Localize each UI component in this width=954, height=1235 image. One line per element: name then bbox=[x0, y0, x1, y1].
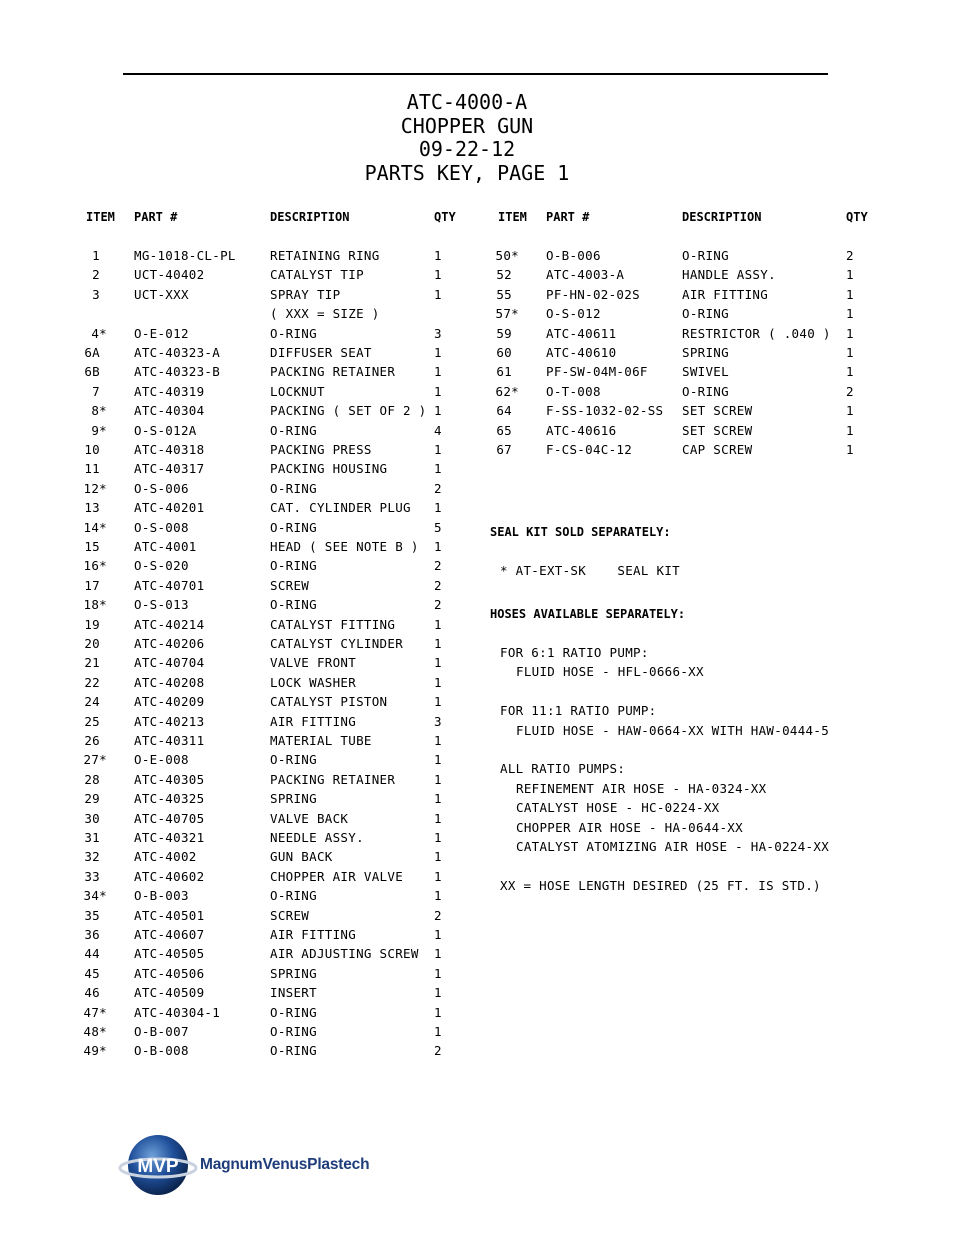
right-header-qty: QTY bbox=[846, 210, 868, 224]
left-row-part: O-S-006 bbox=[134, 480, 189, 496]
left-row-description: O-RING bbox=[270, 422, 317, 438]
left-row-part: O-B-008 bbox=[134, 1043, 189, 1059]
left-row-qty: 1 bbox=[434, 1004, 442, 1020]
left-row-qty: 1 bbox=[434, 364, 442, 380]
left-row-description: SPRING bbox=[270, 965, 317, 981]
right-row-description: CAP SCREW bbox=[682, 442, 753, 457]
left-row-description: SPRING bbox=[270, 791, 317, 807]
left-row-qty: 1 bbox=[434, 616, 442, 632]
title-page: PARTS KEY, PAGE 1 bbox=[364, 160, 570, 185]
document-title bbox=[0, 91, 934, 185]
seal-kit-heading: SEAL KIT SOLD SEPARATELY: bbox=[490, 525, 671, 539]
left-row-qty: 1 bbox=[434, 674, 442, 690]
left-row-item: 28 bbox=[84, 771, 100, 787]
left-row-description: O-RING bbox=[270, 480, 317, 496]
left-row-qty: 1 bbox=[434, 286, 442, 302]
right-row-description: AIR FITTING bbox=[682, 286, 769, 302]
left-row-qty: 1 bbox=[434, 849, 442, 865]
left-row-part: ATC-40317 bbox=[134, 461, 205, 477]
left-row-part: ATC-40214 bbox=[134, 616, 205, 632]
left-row-description: DIFFUSER SEAT bbox=[270, 345, 372, 360]
left-row-description: SCREW bbox=[270, 907, 310, 923]
left-row-description: O-RING bbox=[270, 519, 317, 535]
left-row-part: MG-1018-CL-PL bbox=[134, 248, 236, 263]
left-row-part: ATC-40607 bbox=[134, 927, 205, 942]
left-row-part: ATC-40701 bbox=[134, 577, 205, 593]
left-row-description: CAT. CYLINDER PLUG bbox=[270, 500, 411, 516]
left-row-description: SPRAY TIP bbox=[270, 286, 341, 302]
left-row-part: O-S-020 bbox=[134, 558, 189, 574]
right-row-qty: 1 bbox=[846, 325, 854, 341]
left-row-part: ATC-40506 bbox=[134, 965, 205, 981]
hoses-heading: HOSES AVAILABLE SEPARATELY: bbox=[490, 607, 686, 621]
right-row-item: 65 bbox=[496, 422, 512, 438]
left-row-part: ATC-40602 bbox=[134, 868, 205, 884]
left-row-qty: 1 bbox=[434, 403, 442, 419]
left-row-item: 22 bbox=[84, 674, 100, 690]
right-row-description: SPRING bbox=[682, 345, 729, 360]
right-row-item: 61 bbox=[496, 364, 512, 380]
left-row-item: 18* bbox=[83, 597, 107, 613]
right-row-description: O-RING bbox=[682, 248, 729, 263]
left-row-part: O-S-008 bbox=[134, 519, 189, 535]
left-row-qty: 1 bbox=[434, 539, 442, 554]
left-row-description: PACKING HOUSING bbox=[270, 461, 388, 477]
title-product: CHOPPER GUN bbox=[400, 113, 534, 138]
left-row-part: ATC-4002 bbox=[134, 849, 197, 865]
logo-company-name: MagnumVenusPlastech bbox=[200, 1156, 370, 1173]
left-row-item: 46 bbox=[84, 985, 100, 1001]
left-row-item: 6B bbox=[84, 364, 100, 380]
left-row-part: ATC-40505 bbox=[134, 946, 205, 962]
right-row-part: O-S-012 bbox=[546, 306, 601, 322]
left-row-item: 4* bbox=[91, 325, 107, 341]
right-row-description: SWIVEL bbox=[682, 364, 729, 380]
hose-line: CATALYST HOSE - HC-0224-XX bbox=[516, 800, 720, 816]
right-row-qty: 1 bbox=[846, 403, 854, 419]
left-row-part: ATC-40209 bbox=[134, 694, 205, 710]
right-row-description: RESTRICTOR ( .040 ) bbox=[682, 325, 831, 341]
left-row-description: O-RING bbox=[270, 1004, 317, 1020]
left-row-qty: 1 bbox=[434, 655, 442, 671]
left-row-description: O-RING bbox=[270, 558, 317, 574]
hose-line: FOR 6:1 RATIO PUMP: bbox=[500, 645, 649, 660]
left-row-part: ATC-40325 bbox=[134, 791, 205, 807]
left-row-qty: 1 bbox=[434, 636, 442, 651]
right-row-description: O-RING bbox=[682, 383, 729, 399]
right-row-part: PF-HN-02-02S bbox=[546, 286, 640, 302]
left-row-item: 30 bbox=[84, 810, 100, 826]
hose-line: REFINEMENT AIR HOSE - HA-0324-XX bbox=[516, 780, 767, 796]
left-row-qty: 1 bbox=[434, 888, 442, 904]
left-row-part: ATC-40304 bbox=[134, 403, 205, 419]
right-row-part: ATC-40611 bbox=[546, 325, 617, 341]
left-row-qty: 4 bbox=[434, 422, 442, 438]
left-header-description: DESCRIPTION bbox=[270, 210, 350, 224]
left-row-qty: 1 bbox=[434, 985, 442, 1001]
left-row-item: 26 bbox=[84, 733, 100, 748]
left-row-qty: 2 bbox=[434, 480, 442, 496]
left-row-description: VALVE BACK bbox=[270, 810, 349, 826]
left-row-qty: 1 bbox=[434, 752, 442, 768]
left-row-item: 7 bbox=[92, 383, 100, 399]
left-row-qty: 1 bbox=[434, 461, 442, 477]
left-row-part: ATC-40321 bbox=[134, 830, 205, 845]
right-row-qty: 1 bbox=[846, 364, 854, 380]
left-row-description: LOCKNUT bbox=[270, 383, 325, 399]
right-row-item: 67 bbox=[496, 442, 512, 457]
hose-line: FLUID HOSE - HAW-0664-XX WITH HAW-0444-5 bbox=[516, 722, 830, 738]
left-row-part: ATC-40704 bbox=[134, 655, 205, 671]
right-row-qty: 1 bbox=[846, 286, 854, 302]
left-row-description: ( XXX = SIZE ) bbox=[270, 306, 380, 322]
right-row-item: 57* bbox=[495, 306, 519, 322]
left-row-item: 14* bbox=[83, 519, 107, 535]
left-row-item: 47* bbox=[83, 1004, 107, 1020]
left-row-part: ATC-4001 bbox=[134, 539, 197, 554]
right-row-item: 64 bbox=[496, 403, 512, 419]
left-row-description: MATERIAL TUBE bbox=[270, 733, 372, 748]
left-row-description: CATALYST PISTON bbox=[270, 694, 388, 710]
right-row-qty: 2 bbox=[846, 383, 854, 399]
left-row-qty: 2 bbox=[434, 577, 442, 593]
right-row-description: SET SCREW bbox=[682, 422, 753, 438]
left-row-item: 44 bbox=[84, 946, 100, 962]
left-header-part: PART # bbox=[134, 210, 178, 224]
title-date: 09-22-12 bbox=[418, 137, 516, 161]
left-row-description: O-RING bbox=[270, 1043, 317, 1059]
left-row-item: 35 bbox=[84, 907, 100, 923]
left-row-description: CATALYST CYLINDER bbox=[270, 636, 404, 651]
right-row-qty: 1 bbox=[846, 345, 854, 360]
right-header-description: DESCRIPTION bbox=[682, 210, 762, 224]
left-row-qty: 3 bbox=[434, 325, 442, 341]
right-row-qty: 2 bbox=[846, 248, 854, 263]
left-row-description: AIR FITTING bbox=[270, 927, 357, 942]
right-row-part: ATC-40616 bbox=[546, 422, 617, 438]
left-row-part: O-S-012A bbox=[134, 422, 197, 438]
right-row-description: HANDLE ASSY. bbox=[682, 267, 776, 283]
left-row-qty: 2 bbox=[434, 597, 442, 613]
left-row-part: O-E-008 bbox=[134, 752, 189, 768]
title-model: ATC-4000-A bbox=[406, 90, 528, 114]
left-row-part: ATC-40318 bbox=[134, 442, 205, 457]
left-row-item: 8* bbox=[91, 403, 107, 419]
hose-line: CATALYST ATOMIZING AIR HOSE - HA-0224-XX bbox=[516, 839, 830, 854]
right-row-item: 62* bbox=[495, 383, 519, 399]
left-row-description: O-RING bbox=[270, 597, 317, 613]
left-row-description: GUN BACK bbox=[270, 849, 333, 865]
left-row-qty: 1 bbox=[434, 771, 442, 787]
hose-line: XX = HOSE LENGTH DESIRED (25 FT. IS STD.) bbox=[500, 877, 821, 893]
left-row-part: ATC-40501 bbox=[134, 907, 205, 923]
left-row-description: INSERT bbox=[270, 985, 317, 1001]
left-row-description: PACKING RETAINER bbox=[270, 364, 396, 380]
left-row-description: PACKING RETAINER bbox=[270, 771, 396, 787]
left-row-description: CATALYST FITTING bbox=[270, 616, 396, 632]
left-row-item: 24 bbox=[84, 694, 100, 710]
left-row-description: PACKING PRESS bbox=[270, 442, 372, 457]
left-row-qty: 1 bbox=[434, 946, 442, 962]
right-row-description: O-RING bbox=[682, 306, 729, 322]
left-row-part: UCT-40402 bbox=[134, 267, 205, 283]
left-row-description: O-RING bbox=[270, 1024, 317, 1039]
left-row-description: AIR ADJUSTING SCREW bbox=[270, 946, 419, 962]
left-row-part: ATC-40305 bbox=[134, 771, 205, 787]
left-row-item: 45 bbox=[84, 965, 100, 981]
left-row-part: O-E-012 bbox=[134, 325, 189, 341]
left-row-item: 13 bbox=[84, 500, 100, 516]
right-row-item: 50* bbox=[495, 248, 519, 263]
left-row-qty: 1 bbox=[434, 500, 442, 516]
left-row-part: ATC-40208 bbox=[134, 674, 205, 690]
right-header-item: ITEM bbox=[498, 210, 527, 224]
left-row-qty: 3 bbox=[434, 713, 442, 729]
left-row-qty: 1 bbox=[434, 927, 442, 942]
left-row-qty: 1 bbox=[434, 248, 442, 263]
left-row-description: SCREW bbox=[270, 577, 310, 593]
right-row-item: 60 bbox=[496, 345, 512, 360]
left-row-item: 2 bbox=[92, 267, 100, 283]
hose-line: FOR 11:1 RATIO PUMP: bbox=[500, 703, 657, 719]
left-row-description: PACKING ( SET OF 2 ) bbox=[270, 403, 427, 419]
left-row-qty: 1 bbox=[434, 694, 442, 710]
left-row-part: ATC-40311 bbox=[134, 733, 205, 748]
left-row-part: ATC-40509 bbox=[134, 985, 205, 1001]
left-row-item: 32 bbox=[84, 849, 100, 865]
left-row-qty: 1 bbox=[434, 442, 442, 457]
left-row-description: HEAD ( SEE NOTE B ) bbox=[270, 539, 419, 554]
left-header-item: ITEM bbox=[86, 210, 115, 224]
left-row-item: 3 bbox=[92, 286, 100, 302]
right-row-part: O-B-006 bbox=[546, 248, 601, 263]
left-row-description: O-RING bbox=[270, 888, 317, 904]
right-row-item: 52 bbox=[496, 267, 512, 283]
left-row-part: ATC-40213 bbox=[134, 713, 205, 729]
left-row-item: 34* bbox=[83, 888, 107, 904]
left-row-part: O-B-007 bbox=[134, 1024, 189, 1039]
left-row-part: ATC-40319 bbox=[134, 383, 205, 399]
left-row-part: ATC-40201 bbox=[134, 500, 205, 516]
left-header-qty: QTY bbox=[434, 210, 456, 224]
left-row-description: LOCK WASHER bbox=[270, 674, 357, 690]
left-row-item: 11 bbox=[84, 461, 100, 477]
left-row-part: ATC-40323-A bbox=[134, 345, 221, 360]
hose-line: FLUID HOSE - HFL-0666-XX bbox=[516, 664, 704, 680]
seal-kit-line: * AT-EXT-SK SEAL KIT bbox=[500, 563, 680, 578]
left-row-item: 29 bbox=[84, 791, 100, 807]
right-row-part: F-SS-1032-02-SS bbox=[546, 403, 664, 419]
left-row-item: 31 bbox=[84, 830, 100, 845]
right-row-item: 59 bbox=[496, 325, 512, 341]
left-row-item: 1 bbox=[92, 248, 100, 263]
left-row-part: ATC-40323-B bbox=[134, 364, 221, 380]
right-row-qty: 1 bbox=[846, 442, 854, 457]
left-row-qty: 1 bbox=[434, 383, 442, 399]
left-row-qty: 1 bbox=[434, 965, 442, 981]
left-row-item: 21 bbox=[84, 655, 100, 671]
left-row-description: O-RING bbox=[270, 325, 317, 341]
left-row-qty: 1 bbox=[434, 733, 442, 748]
left-row-item: 10 bbox=[84, 442, 100, 457]
left-row-item: 9* bbox=[91, 422, 107, 438]
mvp-badge-icon bbox=[118, 1134, 198, 1196]
left-row-description: RETAINING RING bbox=[270, 248, 380, 263]
left-row-item: 33 bbox=[84, 868, 100, 884]
right-row-part: O-T-008 bbox=[546, 383, 601, 399]
hose-line: CHOPPER AIR HOSE - HA-0644-XX bbox=[516, 819, 743, 835]
right-row-part: PF-SW-04M-06F bbox=[546, 364, 648, 380]
left-row-part: UCT-XXX bbox=[134, 286, 189, 302]
right-row-item: 55 bbox=[496, 286, 512, 302]
right-row-qty: 1 bbox=[846, 267, 854, 283]
left-row-description: AIR FITTING bbox=[270, 713, 357, 729]
logo-badge-text: MVP bbox=[137, 1156, 179, 1177]
left-row-part: O-B-003 bbox=[134, 888, 189, 904]
left-row-qty: 1 bbox=[434, 267, 442, 283]
left-row-item: 36 bbox=[84, 927, 100, 942]
left-row-item: 19 bbox=[84, 616, 100, 632]
left-row-item: 17 bbox=[84, 577, 100, 593]
right-row-description: SET SCREW bbox=[682, 403, 753, 419]
left-row-part: ATC-40206 bbox=[134, 636, 205, 651]
right-row-qty: 1 bbox=[846, 422, 854, 438]
left-row-item: 12* bbox=[83, 480, 107, 496]
company-logo bbox=[118, 1134, 418, 1196]
left-row-item: 20 bbox=[84, 636, 100, 651]
hose-line: ALL RATIO PUMPS: bbox=[500, 761, 626, 777]
left-row-qty: 1 bbox=[434, 345, 442, 360]
left-row-qty: 5 bbox=[434, 519, 442, 535]
left-row-item: 25 bbox=[84, 713, 100, 729]
left-row-qty: 1 bbox=[434, 791, 442, 807]
left-row-part: ATC-40304-1 bbox=[134, 1004, 221, 1020]
left-row-qty: 2 bbox=[434, 1043, 442, 1059]
left-row-qty: 1 bbox=[434, 868, 442, 884]
right-row-qty: 1 bbox=[846, 306, 854, 322]
left-row-qty: 1 bbox=[434, 810, 442, 826]
left-row-qty: 1 bbox=[434, 830, 442, 845]
left-row-item: 15 bbox=[84, 539, 100, 554]
top-rule bbox=[123, 73, 828, 75]
right-row-part: ATC-4003-A bbox=[546, 267, 625, 283]
left-row-qty: 2 bbox=[434, 558, 442, 574]
left-row-item: 16* bbox=[83, 558, 107, 574]
left-row-description: O-RING bbox=[270, 752, 317, 768]
left-row-description: NEEDLE ASSY. bbox=[270, 830, 364, 845]
left-row-description: CATALYST TIP bbox=[270, 267, 364, 283]
left-row-item: 27* bbox=[83, 752, 107, 768]
right-header-part: PART # bbox=[546, 210, 590, 224]
left-row-part: O-S-013 bbox=[134, 597, 189, 613]
right-row-part: ATC-40610 bbox=[546, 345, 617, 360]
left-row-description: VALVE FRONT bbox=[270, 655, 357, 671]
left-row-part: ATC-40705 bbox=[134, 810, 205, 826]
left-row-qty: 2 bbox=[434, 907, 442, 923]
left-row-item: 48* bbox=[83, 1024, 107, 1039]
right-row-part: F-CS-04C-12 bbox=[546, 442, 633, 457]
left-row-item: 49* bbox=[83, 1043, 107, 1059]
left-row-description: CHOPPER AIR VALVE bbox=[270, 868, 404, 884]
left-row-item: 6A bbox=[84, 345, 100, 360]
left-row-qty: 1 bbox=[434, 1024, 442, 1039]
